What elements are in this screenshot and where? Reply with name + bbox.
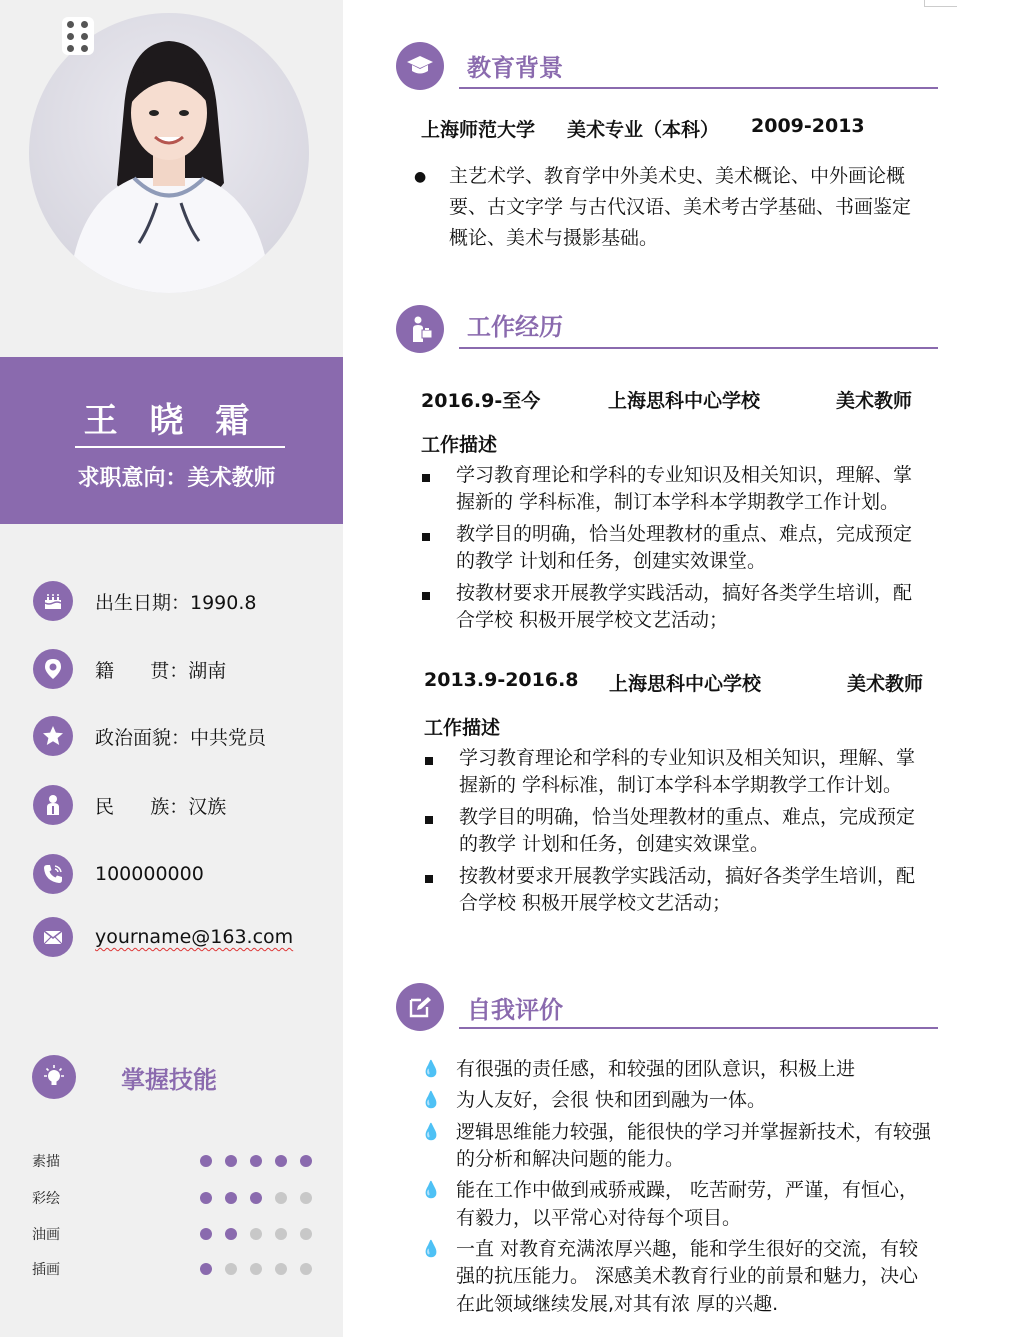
- mail-icon: [33, 917, 73, 957]
- info-row-birth: [33, 581, 256, 621]
- self-eval-line: 在此领域继续发展,对其有浓 厚的兴趣.: [456, 1293, 779, 1315]
- bullet-square: [425, 816, 433, 824]
- skill-label: 油画: [32, 1227, 60, 1243]
- bullet-square: [422, 592, 430, 600]
- edit-icon: [396, 983, 444, 1031]
- job-company: 上海思科中心学校: [609, 673, 762, 695]
- self-eval-line: 有毅力，以平常心对待每个项目。: [456, 1207, 742, 1229]
- self-eval-line: 的分析和解决问题的能力。: [456, 1148, 685, 1170]
- birth-date: 出生日期：1990.8: [95, 591, 257, 614]
- job-duty-line: 合学校 积极开展学校文艺活动；: [459, 892, 732, 914]
- sidebar: [0, 0, 343, 1337]
- education-divider: [459, 87, 938, 89]
- bullet-drop: 💧: [421, 1239, 441, 1258]
- skill-dot-empty: [300, 1192, 312, 1204]
- skill-row: [32, 1259, 322, 1279]
- skill-dot-filled: [200, 1263, 212, 1275]
- skill-dot-filled: [300, 1155, 312, 1167]
- name-band: [0, 357, 343, 524]
- skill-dot-filled: [225, 1192, 237, 1204]
- education-years: 2009-2013: [751, 115, 865, 137]
- skill-label: 素描: [32, 1154, 60, 1170]
- education-courses-line: 主艺术学、教育学中外美术史、美术概论、中外画论概: [449, 165, 906, 187]
- job-company: 上海思科中心学校: [608, 390, 761, 412]
- skill-dot-empty: [275, 1192, 287, 1204]
- info-row-phone: [33, 854, 204, 894]
- skill-dot-filled: [200, 1155, 212, 1167]
- full-name: 王 晓 霜: [83, 401, 260, 441]
- skill-dot-filled: [275, 1155, 287, 1167]
- education-courses-line: 要、古文字学 与古代汉语、美术考古学基础、书画鉴定: [449, 196, 912, 218]
- skill-dot-filled: [225, 1228, 237, 1240]
- job-duty-line: 按教材要求开展教学实践活动，搞好各类学生培训，配: [456, 582, 913, 604]
- name-divider: [75, 446, 285, 448]
- job-duty-line: 的教学 计划和任务，创建实效课堂。: [459, 833, 770, 855]
- ethnicity: 民 族：汉族: [95, 795, 227, 818]
- self-eval-line: 能在工作中做到戒骄戒躁， 吃苦耐劳，严谨，有恒心，: [456, 1179, 919, 1201]
- education-school: 上海师范大学: [421, 119, 536, 141]
- job-duty-line: 学习教育理论和学科的专业知识及相关知识，理解、掌: [459, 747, 916, 769]
- education-courses-line: 概论、美术与摄影基础。: [449, 227, 659, 249]
- skill-dot-empty: [275, 1263, 287, 1275]
- location-pin-icon: [33, 649, 73, 689]
- job-duty-line: 握新的 学科标准，制订本学科本学期教学工作计划。: [459, 774, 903, 796]
- skill-dot-empty: [275, 1228, 287, 1240]
- self-eval-divider: [459, 1027, 938, 1029]
- education-title: 教育背景: [467, 54, 563, 82]
- skill-dot-filled: [225, 1155, 237, 1167]
- profile-photo: [29, 13, 309, 293]
- job-period: 2016.9-至今: [421, 390, 541, 412]
- page-corner-mark: [924, 0, 957, 7]
- job-duty-line: 按教材要求开展教学实践活动，搞好各类学生培训，配: [459, 865, 916, 887]
- skill-dot-empty: [250, 1228, 262, 1240]
- info-row-email: [33, 917, 293, 957]
- drag-handle[interactable]: [62, 17, 94, 55]
- skill-label: 插画: [32, 1262, 60, 1278]
- skill-dot-filled: [250, 1155, 262, 1167]
- phone-number: 100000000: [95, 863, 204, 885]
- bullet-drop: 💧: [421, 1180, 441, 1199]
- work-divider: [459, 347, 938, 349]
- skill-dot-filled: [200, 1192, 212, 1204]
- bullet-square: [422, 533, 430, 541]
- person-icon: [33, 785, 73, 825]
- education-major: 美术专业（本科）: [567, 119, 720, 141]
- skill-dot-empty: [225, 1263, 237, 1275]
- skill-dot-empty: [300, 1263, 312, 1275]
- self-eval-line: 强的抗压能力。 深感美术教育行业的前景和魅力，决心: [456, 1265, 919, 1287]
- job-role: 美术教师: [836, 390, 913, 412]
- bullet-dot: ●: [414, 169, 427, 185]
- political-status: 政治面貌：中共党员: [95, 726, 267, 749]
- self-eval-line: 逻辑思维能力较强，能很快的学习并掌握新技术，有较强: [456, 1121, 932, 1143]
- work-title: 工作经历: [467, 313, 563, 341]
- skill-row: [32, 1151, 322, 1171]
- skills-title: 掌握技能: [121, 1066, 217, 1094]
- self-eval-line: 一直 对教育充满浓厚兴趣，能和学生很好的交流，有较: [456, 1238, 919, 1260]
- native-place: 籍 贯：湖南: [95, 659, 227, 682]
- job-duty-line: 握新的 学科标准，制订本学科本学期教学工作计划。: [456, 491, 900, 513]
- bullet-drop: 💧: [421, 1122, 441, 1141]
- cake-icon: [33, 581, 73, 621]
- job-intent: 求职意向：美术教师: [77, 466, 276, 491]
- phone-icon: [33, 854, 73, 894]
- self-eval-title: 自我评价: [467, 996, 563, 1024]
- briefcase-person-icon: [396, 305, 444, 353]
- star-icon: [33, 716, 73, 756]
- graduation-cap-icon: [396, 42, 444, 90]
- skill-label: 彩绘: [32, 1191, 60, 1207]
- self-eval-line: 有很强的责任感，和较强的团队意识，积极上进: [456, 1058, 856, 1080]
- job-period: 2013.9-2016.8: [424, 669, 579, 691]
- bullet-square: [425, 757, 433, 765]
- skill-dot-filled: [250, 1192, 262, 1204]
- skill-dot-empty: [300, 1228, 312, 1240]
- job-role: 美术教师: [847, 673, 924, 695]
- bullet-drop: 💧: [421, 1059, 441, 1078]
- job-duty-line: 学习教育理论和学科的专业知识及相关知识，理解、掌: [456, 464, 913, 486]
- lightbulb-icon: [32, 1055, 76, 1099]
- bullet-drop: 💧: [421, 1090, 441, 1109]
- job-desc-title: 工作描述: [421, 434, 498, 456]
- info-row-origin: [33, 649, 226, 689]
- job-desc-title: 工作描述: [424, 717, 501, 739]
- skill-row: [32, 1188, 322, 1208]
- job-duty-line: 教学目的明确，恰当处理教材的重点、难点，完成预定: [456, 523, 913, 545]
- job-duty-line: 教学目的明确，恰当处理教材的重点、难点，完成预定: [459, 806, 916, 828]
- info-row-ethnicity: [33, 785, 226, 825]
- skill-dot-filled: [200, 1228, 212, 1240]
- skill-row: [32, 1224, 322, 1244]
- bullet-square: [422, 474, 430, 482]
- job-duty-line: 合学校 积极开展学校文艺活动；: [456, 609, 729, 631]
- email-address[interactable]: yourname@163.com: [95, 926, 294, 948]
- bullet-square: [425, 875, 433, 883]
- info-row-politics: [33, 716, 266, 756]
- self-eval-line: 为人友好，会很 快和团到融为一体。: [456, 1089, 767, 1111]
- skill-dot-empty: [250, 1263, 262, 1275]
- job-duty-line: 的教学 计划和任务，创建实效课堂。: [456, 550, 767, 572]
